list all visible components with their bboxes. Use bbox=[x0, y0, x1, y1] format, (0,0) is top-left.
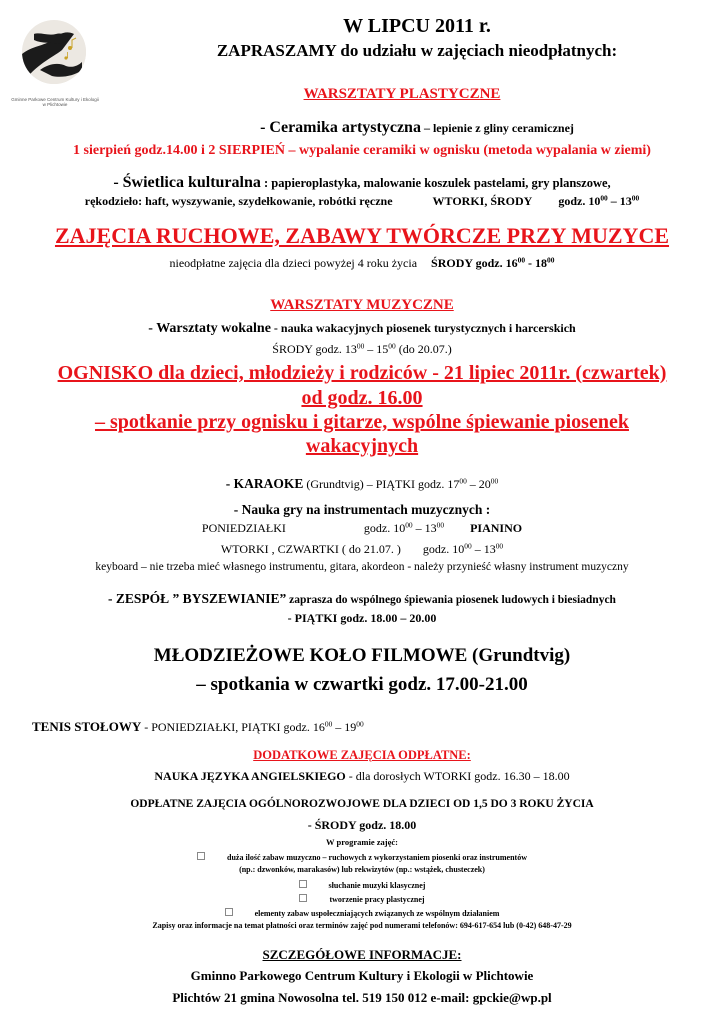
movement-time: ŚRODY godz. $16^{00} - 18^{00}$ bbox=[431, 255, 555, 270]
english-info: - dla dorosłych WTORKI godz. 16.30 – 18.00 bbox=[345, 769, 570, 783]
culture-club-time: godz. $10^{00} - 13^{00}$ bbox=[558, 193, 640, 208]
movement-heading: ZAJĘCIA RUCHOWE, ZABAWY TWÓRCZE PRZY MUZYCE bbox=[54, 223, 670, 248]
english-course-line bbox=[0, 770, 724, 782]
ceramics-firing-line: 1 sierpień godz.14.00 i 2 SIERPIEŃ – wypalanie ceramiki w ognisku (metoda wypalania w ziemi) bbox=[73, 143, 651, 158]
movement-info bbox=[0, 257, 724, 269]
bonfire-title: OGNISKO dla dzieci, młodzieży i rodziców - 21 lipiec 2011r. (czwartek) bbox=[57, 362, 667, 384]
karaoke-time: (Grundtvig) – PIĄTKI godz. $17^{00} - 20^{00}$ bbox=[303, 476, 499, 491]
bonfire-description-cont: wakacyjnych bbox=[305, 435, 419, 457]
ceramics-name: - Ceramika artystyczna bbox=[260, 119, 421, 136]
instruments-note: keyboard – nie trzeba mieć własnego instrumentu, gitara, akordeon - należy przynieść własny instrument muzyczny bbox=[95, 561, 629, 573]
vocal-workshop-line bbox=[0, 322, 724, 336]
bullet-icon bbox=[197, 852, 205, 860]
hands-music-icon bbox=[22, 20, 86, 84]
karaoke-line bbox=[0, 477, 724, 491]
vocal-time: ŚRODY godz. $13^{00} - 15^{00}$ (do 20.07.) bbox=[272, 341, 452, 356]
instruments-row-piano bbox=[0, 522, 724, 534]
program-item: elementy zabaw uspołeczniających związanych ze wspólnym działaniem bbox=[0, 908, 724, 918]
culture-club-line bbox=[0, 175, 724, 191]
culture-club-days: WTORKI, ŚRODY bbox=[432, 194, 533, 208]
toddler-classes-title: ODPŁATNE ZAJĘCIA OGÓLNOROZWOJOWE DLA DZIECI OD 1,5 DO 3 ROKU ŻYCIA bbox=[130, 798, 594, 810]
piano-time: godz. $10^{00} - 13^{00}$ bbox=[363, 520, 445, 535]
bullet-icon bbox=[225, 908, 233, 916]
table-tennis-line bbox=[32, 720, 364, 733]
piano-label: PIANINO bbox=[470, 521, 523, 535]
vocal-desc: - nauka wakacyjnych piosenek turystycznych i harcerskich bbox=[270, 321, 576, 335]
page-title: W LIPCU 2011 r. bbox=[343, 15, 491, 37]
program-item: słuchanie muzyki klasycznej bbox=[0, 880, 724, 890]
paid-activities-heading: DODATKOWE ZAJĘCIA ODPŁATNE: bbox=[253, 748, 471, 762]
bullet-icon bbox=[299, 880, 307, 888]
film-club-time: – spotkania w czwartki godz. 17.00-21.00 bbox=[196, 674, 528, 695]
program-item: tworzenie pracy plastycznej bbox=[0, 894, 724, 904]
culture-club-name: - Świetlica kulturalna bbox=[113, 174, 261, 191]
band-time: - PIĄTKI godz. 18.00 – 20.00 bbox=[287, 611, 437, 625]
culture-club-crafts: rękodzieło: haft, wyszywanie, szydełkowanie, robótki ręczne bbox=[84, 194, 393, 208]
tennis-name: TENIS STOŁOWY bbox=[32, 719, 142, 734]
ceramics-desc: – lepienie z gliny ceramicznej bbox=[420, 121, 574, 135]
music-workshops-heading: WARSZTATY MUZYCZNE bbox=[270, 297, 454, 313]
logo-caption: Gminne Parkowe Centrum Kultury i Ekologii w Plichtowie bbox=[11, 97, 99, 108]
film-club-title: MŁODZIEŻOWE KOŁO FILMOWE (Grundtvig) bbox=[153, 645, 571, 666]
keyboard-days: WTORKI , CZWARTKI ( do 21.07. ) bbox=[220, 542, 401, 556]
toddler-classes-time: - ŚRODY godz. 18.00 bbox=[307, 818, 417, 832]
keyboard-time: godz. $10^{00} - 13^{00}$ bbox=[422, 541, 504, 556]
plastic-workshops-heading bbox=[0, 87, 724, 102]
details-heading: SZCZEGÓŁOWE INFORMACJE: bbox=[262, 947, 462, 962]
program-item-cont: (np.: dzwonków, marakasów) lub rekwizytów (np.: wstążek, chusteczek) bbox=[239, 865, 485, 874]
plastic-heading-text: WARSZTATY PLASTYCZNE bbox=[303, 86, 501, 102]
band-name: - ZESPÓŁ ” BYSZEWIANIE” bbox=[108, 591, 287, 606]
ceramics-line bbox=[0, 120, 724, 136]
band-desc: zaprasza do wspólnego śpiewania piosenek ludowych i biesiadnych bbox=[286, 594, 616, 606]
movement-desc: nieodpłatne zajęcia dla dzieci powyżej 4 roku życia bbox=[169, 256, 418, 270]
karaoke-name: - KARAOKE bbox=[225, 476, 304, 491]
culture-club-desc: : papieroplastyka, malowanie koszulek pastelami, gry planszowe, bbox=[260, 176, 611, 190]
enrollment-info: Zapisy oraz informacje na temat płatności oraz terminów zajęć pod numerami telefonów: 694-617-654 lub (0-42) 648-47-29 bbox=[152, 921, 572, 930]
bonfire-time: od godz. 16.00 bbox=[301, 387, 423, 409]
bullet-icon bbox=[299, 894, 307, 902]
culture-club-details bbox=[0, 195, 724, 207]
program-heading: W programie zajęć: bbox=[326, 837, 398, 847]
vocal-name: - Warsztaty wokalne bbox=[148, 321, 271, 336]
organization-logo bbox=[22, 20, 86, 84]
instruments-heading: - Nauka gry na instrumentach muzycznych : bbox=[233, 502, 491, 517]
organization-name: Gminno Parkowego Centrum Kultury i Ekologii w Plichtowie bbox=[190, 968, 534, 983]
invitation-line: ZAPRASZAMY do udziału w zajęciach nieodpłatnych: bbox=[216, 41, 618, 60]
instruments-row-keyboard bbox=[0, 543, 724, 555]
english-name: NAUKA JĘZYKA ANGIELSKIEGO bbox=[154, 769, 346, 783]
band-line bbox=[0, 592, 724, 607]
tennis-time: - PONIEDZIAŁKI, PIĄTKI godz. $16^{00} - 19^{00}$ bbox=[141, 719, 364, 734]
contact-address: Plichtów 21 gmina Nowosolna tel. 519 150 012 e-mail: gpckie@wp.pl bbox=[172, 990, 552, 1005]
program-item: duża ilość zabaw muzyczno – ruchowych z wykorzystaniem piosenki oraz instrumentów bbox=[0, 852, 724, 862]
bonfire-description: – spotkanie przy ognisku i gitarze, wspólne śpiewanie piosenek bbox=[95, 411, 629, 433]
piano-days: PONIEDZIAŁKI bbox=[201, 521, 286, 535]
